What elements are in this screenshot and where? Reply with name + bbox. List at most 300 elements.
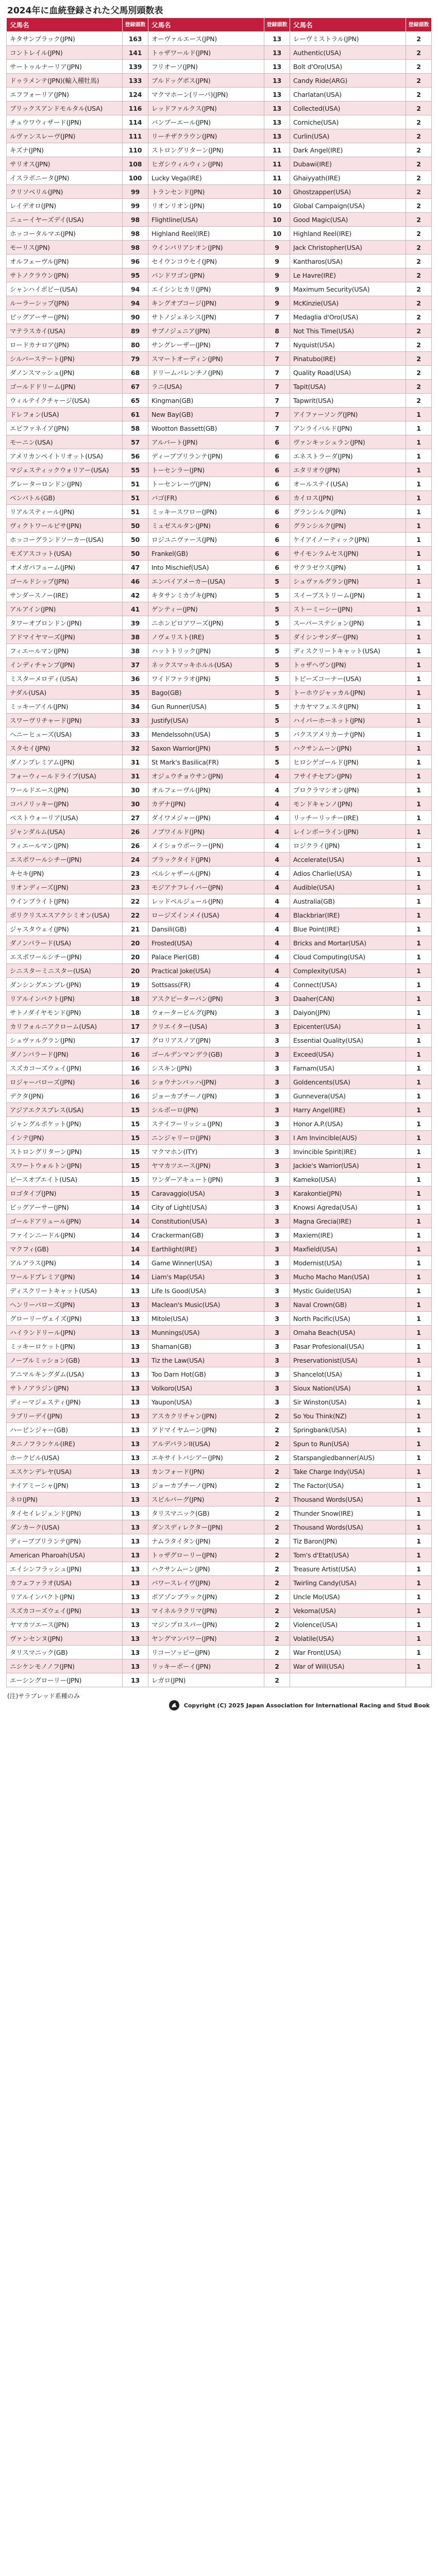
sire-name-cell: ゴールドドリーム(JPN) xyxy=(7,380,123,394)
count-cell: 5 xyxy=(264,630,290,644)
sire-name-cell: オルフェーヴル(JPN) xyxy=(7,255,123,268)
table-row xyxy=(7,352,432,366)
count-cell: 13 xyxy=(123,1562,148,1576)
count-cell: 13 xyxy=(123,1618,148,1632)
sire-name-cell: ドリームバレンチノ(JPN) xyxy=(148,366,264,380)
count-cell: 94 xyxy=(123,296,148,310)
count-cell: 1 xyxy=(406,1618,432,1632)
table-row xyxy=(7,561,432,574)
count-cell: 1 xyxy=(406,1242,432,1256)
sire-name-cell: St Mark's Basilica(FR) xyxy=(148,755,264,769)
sire-name-cell: ディーマジェスティ(JPN) xyxy=(7,1395,123,1409)
sire-name-cell: オメガパフューム(JPN) xyxy=(7,561,123,574)
count-cell: 13 xyxy=(123,1465,148,1479)
count-cell: 2 xyxy=(406,185,432,199)
table-row xyxy=(7,1020,432,1033)
count-cell: 27 xyxy=(123,811,148,825)
sire-name-cell: トゥザヘヴン(JPN) xyxy=(290,658,406,672)
count-cell: 1 xyxy=(406,1604,432,1618)
count-cell: 2 xyxy=(264,1618,290,1632)
sire-name-cell: Epicenter(USA) xyxy=(290,1020,406,1033)
sire-name-cell: Kameko(USA) xyxy=(290,1173,406,1187)
count-cell: 1 xyxy=(406,1270,432,1284)
sire-name-cell: ダイシンサンダー(JPN) xyxy=(290,630,406,644)
sire-name-cell: エネストラーダ(JPN) xyxy=(290,449,406,463)
table-body xyxy=(7,32,432,1687)
count-cell: 6 xyxy=(264,491,290,505)
sire-name-cell: Sottsass(FR) xyxy=(148,978,264,992)
sire-name-cell: ロジャーバローズ(JPN) xyxy=(7,1075,123,1089)
count-cell: 4 xyxy=(264,922,290,936)
count-cell: 5 xyxy=(264,686,290,700)
table-row xyxy=(7,1465,432,1479)
count-cell: 2 xyxy=(264,1437,290,1451)
table-row xyxy=(7,755,432,769)
sire-name-cell: Daiyon(JPN) xyxy=(290,1006,406,1020)
table-row xyxy=(7,1618,432,1632)
count-cell: 67 xyxy=(123,380,148,394)
table-row xyxy=(7,1548,432,1562)
count-cell: 89 xyxy=(123,324,148,338)
table-row xyxy=(7,477,432,491)
sire-name-cell: サリオス(JPN) xyxy=(7,157,123,171)
count-cell: 13 xyxy=(123,1479,148,1493)
sire-name-cell: マクフィ(GB) xyxy=(7,1242,123,1256)
count-cell: 1 xyxy=(406,1646,432,1659)
count-cell: 5 xyxy=(264,588,290,602)
sire-name-cell: ニホンピロアワーズ(JPN) xyxy=(148,616,264,630)
sire-name-cell: Dark Angel(IRE) xyxy=(290,143,406,157)
sire-name-cell: Blackbriar(IRE) xyxy=(290,908,406,922)
count-cell: 114 xyxy=(123,115,148,129)
sire-name-cell: シュヴァルグラン(JPN) xyxy=(290,574,406,588)
table-row xyxy=(7,505,432,519)
count-cell: 6 xyxy=(264,505,290,519)
count-cell: 1 xyxy=(406,1089,432,1103)
table-row xyxy=(7,380,432,394)
count-cell: 2 xyxy=(406,310,432,324)
sire-name-cell: Candy Ride(ARG) xyxy=(290,74,406,88)
count-cell: 14 xyxy=(123,1214,148,1228)
table-row xyxy=(7,338,432,352)
sire-name-cell: Curlin(USA) xyxy=(290,129,406,143)
sire-name-cell: Tapwrit(USA) xyxy=(290,394,406,408)
sire-name-cell: Omaha Beach(USA) xyxy=(290,1326,406,1340)
sire-name-cell: ファインニードル(JPN) xyxy=(7,1228,123,1242)
sire-name-cell: カンフォード(JPN) xyxy=(148,1465,264,1479)
count-cell: 4 xyxy=(264,908,290,922)
table-row xyxy=(7,727,432,741)
table-row xyxy=(7,129,432,143)
count-cell: 13 xyxy=(264,74,290,88)
sire-name-cell: ウインブライト(JPN) xyxy=(7,894,123,908)
count-cell: 31 xyxy=(123,755,148,769)
table-row xyxy=(7,1089,432,1103)
header-sire-name: 父馬名 xyxy=(7,18,123,32)
sire-name-cell: ウォーターピルグ(JPN) xyxy=(148,1006,264,1020)
footnote: (注)サラブレッド系種のみ xyxy=(7,1692,80,1700)
count-cell: 1 xyxy=(406,1367,432,1381)
count-cell: 4 xyxy=(264,936,290,950)
count-cell: 3 xyxy=(264,1200,290,1214)
count-cell: 3 xyxy=(264,1020,290,1033)
sire-name-cell: ミスターメロディ(USA) xyxy=(7,672,123,686)
sire-name-cell: ナカヤマフェスタ(JPN) xyxy=(290,700,406,714)
table-row xyxy=(7,964,432,978)
count-cell: 1 xyxy=(406,1033,432,1047)
count-cell: 5 xyxy=(264,658,290,672)
sire-name-cell: ビッグアーサー(JPN) xyxy=(7,310,123,324)
table-row xyxy=(7,950,432,964)
count-cell: 4 xyxy=(264,950,290,964)
sire-name-cell: Wootton Bassett(GB) xyxy=(148,421,264,435)
sire-name-cell: レインボーライン(JPN) xyxy=(290,825,406,839)
sire-name-cell: グランシルク(JPN) xyxy=(290,519,406,533)
sire-name-cell: Justify(USA) xyxy=(148,714,264,727)
sire-name-cell: オルフェーヴル(JPN) xyxy=(148,783,264,797)
sire-name-cell: Sioux Nation(USA) xyxy=(290,1381,406,1395)
count-cell: 15 xyxy=(123,1103,148,1117)
sire-name-cell: ノブワイルド(JPN) xyxy=(148,825,264,839)
table-row xyxy=(7,1659,432,1673)
table-row xyxy=(7,519,432,533)
count-cell: 4 xyxy=(264,867,290,880)
sire-name-cell: North Pacific(USA) xyxy=(290,1312,406,1326)
count-cell: 4 xyxy=(264,797,290,811)
sire-name-cell: エフフォーリア(JPN) xyxy=(7,88,123,101)
table-row xyxy=(7,853,432,867)
count-cell: 1 xyxy=(406,783,432,797)
table-row xyxy=(7,227,432,241)
sire-name-cell: Knowsi Agreda(USA) xyxy=(290,1200,406,1214)
table-row xyxy=(7,1145,432,1159)
sire-name-cell: Naval Crown(GB) xyxy=(290,1298,406,1312)
count-cell: 110 xyxy=(123,143,148,157)
table-row xyxy=(7,1673,432,1687)
count-cell: 1 xyxy=(406,811,432,825)
table-row xyxy=(7,1632,432,1646)
table-row xyxy=(7,1103,432,1117)
sire-name-cell: エイシンフラッシュ(JPN) xyxy=(7,1562,123,1576)
sire-name-cell: トーセンレーヴ(JPN) xyxy=(148,477,264,491)
sire-name-cell: Mitole(USA) xyxy=(148,1312,264,1326)
count-cell: 2 xyxy=(406,32,432,46)
sire-name-cell: レッドベルジュール(JPN) xyxy=(148,894,264,908)
association-logo-icon xyxy=(169,1700,180,1711)
sire-name-cell: バンドワゴン(JPN) xyxy=(148,268,264,282)
table-row xyxy=(7,894,432,908)
count-cell: 5 xyxy=(264,602,290,616)
count-cell: 3 xyxy=(264,1340,290,1353)
sire-name-cell: Quality Road(USA) xyxy=(290,366,406,380)
table-row xyxy=(7,797,432,811)
count-cell: 3 xyxy=(264,1228,290,1242)
table-row xyxy=(7,1493,432,1506)
count-cell: 13 xyxy=(123,1312,148,1326)
count-cell: 1 xyxy=(406,714,432,727)
sire-name-cell: ストロングリターン(JPN) xyxy=(7,1145,123,1159)
sire-name-cell: ジョーカプチーノ(JPN) xyxy=(148,1479,264,1493)
sire-name-cell: ジャンダルム(USA) xyxy=(7,825,123,839)
sire-name-cell: ラニ(USA) xyxy=(148,380,264,394)
sire-name-cell: サトノジェネシス(JPN) xyxy=(148,310,264,324)
sire-name-cell: モーリス(JPN) xyxy=(7,241,123,255)
sire-name-cell: Maclean's Music(USA) xyxy=(148,1298,264,1312)
count-cell: 14 xyxy=(123,1270,148,1284)
sire-name-cell: Palace Pier(GB) xyxy=(148,950,264,964)
sire-name-cell: Thousand Words(USA) xyxy=(290,1493,406,1506)
sire-name-cell: ヤングマンパワー(JPN) xyxy=(148,1632,264,1646)
sire-name-cell: ハイパーホーネット(JPN) xyxy=(290,714,406,727)
count-cell: 26 xyxy=(123,825,148,839)
sire-name-cell: ホークビル(USA) xyxy=(7,1451,123,1465)
sire-name-cell: エタリオウ(JPN) xyxy=(290,463,406,477)
sire-name-cell: アメリカンペイトリオット(USA) xyxy=(7,449,123,463)
sire-name-cell: ダノンバラード(JPN) xyxy=(7,1047,123,1061)
count-cell: 98 xyxy=(123,213,148,227)
sire-name-cell: バンブーエール(JPN) xyxy=(148,115,264,129)
sire-name-cell: ディープブリランテ(JPN) xyxy=(7,1534,123,1548)
sire-name-cell: スワーヴリチャード(JPN) xyxy=(7,714,123,727)
sire-name-cell: キズナ(JPN) xyxy=(7,143,123,157)
count-cell: 1 xyxy=(406,477,432,491)
count-cell: 30 xyxy=(123,783,148,797)
count-cell: 2 xyxy=(264,1465,290,1479)
sire-name-cell: ロジユニヴァース(JPN) xyxy=(148,533,264,547)
sire-name-cell: ディープブリランテ(JPN) xyxy=(148,449,264,463)
count-cell: 124 xyxy=(123,88,148,101)
count-cell: 1 xyxy=(406,922,432,936)
table-row xyxy=(7,1646,432,1659)
sire-name-cell: Goldencents(USA) xyxy=(290,1075,406,1089)
table-row xyxy=(7,255,432,268)
count-cell: 2 xyxy=(406,394,432,408)
count-cell: 3 xyxy=(264,1006,290,1020)
count-cell: 3 xyxy=(264,1159,290,1173)
table-row xyxy=(7,1033,432,1047)
sire-name-cell: ナムラタイタン(JPN) xyxy=(148,1534,264,1548)
sire-name-cell: ゴールドシップ(JPN) xyxy=(7,574,123,588)
count-cell: 5 xyxy=(264,714,290,727)
sire-name-cell: レッドファルクス(JPN) xyxy=(148,101,264,115)
sire-name-cell: Volkoro(USA) xyxy=(148,1381,264,1395)
count-cell: 79 xyxy=(123,352,148,366)
sire-name-cell: Mucho Macho Man(USA) xyxy=(290,1270,406,1284)
sire-name-cell: グロリアスノア(JPN) xyxy=(148,1033,264,1047)
table-row xyxy=(7,686,432,700)
sire-name-cell: ネロ(JPN) xyxy=(7,1493,123,1506)
sire-name-cell: ミュゼスルタン(JPN) xyxy=(148,519,264,533)
sire-name-cell: コントレイル(JPN) xyxy=(7,46,123,60)
table-row xyxy=(7,908,432,922)
count-cell: 2 xyxy=(406,296,432,310)
count-cell: 1 xyxy=(406,1047,432,1061)
sire-name-cell: Bricks and Mortar(USA) xyxy=(290,936,406,950)
sire-name-cell: ヘンリーバローズ(JPN) xyxy=(7,1298,123,1312)
count-cell: 1 xyxy=(406,992,432,1006)
sire-name-cell: ニューイヤーズデイ(USA) xyxy=(7,213,123,227)
sire-name-cell: Too Darn Hot(GB) xyxy=(148,1367,264,1381)
table-row xyxy=(7,88,432,101)
sire-name-cell: Cloud Computing(USA) xyxy=(290,950,406,964)
sire-name-cell: キセキ(JPN) xyxy=(7,867,123,880)
count-cell: 2 xyxy=(406,352,432,366)
table-row xyxy=(7,408,432,421)
count-cell: 1 xyxy=(406,741,432,755)
sire-name-cell: ヒロシゲゴールド(JPN) xyxy=(290,755,406,769)
sire-name-cell: スイープストリーム(JPN) xyxy=(290,588,406,602)
sire-name-cell: レガロ(JPN) xyxy=(148,1673,264,1687)
table-row xyxy=(7,449,432,463)
count-cell: 13 xyxy=(123,1576,148,1590)
table-row xyxy=(7,394,432,408)
count-cell: 1 xyxy=(406,1131,432,1145)
sire-name-cell: アニマルキングダム(USA) xyxy=(7,1367,123,1381)
count-cell: 1 xyxy=(406,561,432,574)
table-row xyxy=(7,644,432,658)
table-row xyxy=(7,880,432,894)
sire-name-cell: ネックスマッキホルル(USA) xyxy=(148,658,264,672)
count-cell: 58 xyxy=(123,421,148,435)
count-cell: 41 xyxy=(123,602,148,616)
count-cell: 4 xyxy=(264,978,290,992)
count-cell: 4 xyxy=(264,853,290,867)
sire-name-cell: リオンディーズ(JPN) xyxy=(7,880,123,894)
count-cell: 2 xyxy=(406,324,432,338)
count-cell: 1 xyxy=(406,658,432,672)
sire-name-cell: Gun Runner(USA) xyxy=(148,700,264,714)
sire-name-cell: サンダースノー(IRE) xyxy=(7,588,123,602)
table-row xyxy=(7,547,432,561)
count-cell: 15 xyxy=(123,1159,148,1173)
count-cell: 1 xyxy=(406,1340,432,1353)
table-row xyxy=(7,1159,432,1173)
count-cell: 26 xyxy=(123,839,148,853)
count-cell: 13 xyxy=(123,1395,148,1409)
sire-name-cell: Into Mischief(USA) xyxy=(148,561,264,574)
count-cell: 38 xyxy=(123,644,148,658)
sire-name-cell: ブリックスアンドモルタル(USA) xyxy=(7,101,123,115)
count-cell: 6 xyxy=(264,547,290,561)
count-cell: 23 xyxy=(123,880,148,894)
sire-name-cell: コパノリッキー(JPN) xyxy=(7,797,123,811)
count-cell: 3 xyxy=(264,1103,290,1117)
count-cell: 1 xyxy=(406,408,432,421)
sire-name-cell: Sir Winston(USA) xyxy=(290,1395,406,1409)
table-header-row xyxy=(7,18,432,32)
sire-name-cell: McKinzie(USA) xyxy=(290,296,406,310)
count-cell: 7 xyxy=(264,421,290,435)
sire-name-cell: ノヴェリスト(IRE) xyxy=(148,630,264,644)
table-row xyxy=(7,115,432,129)
sire-name-cell: ヴァンキッシュラン(JPN) xyxy=(290,435,406,449)
count-cell: 3 xyxy=(264,1270,290,1284)
sire-name-cell: カリフォルニアクローム(USA) xyxy=(7,1020,123,1033)
sire-name-cell: Earthlight(IRE) xyxy=(148,1242,264,1256)
count-cell: 1 xyxy=(406,1451,432,1465)
sire-name-cell: The Factor(USA) xyxy=(290,1479,406,1493)
table-row xyxy=(7,936,432,950)
sire-name-cell: オーヴァルエース(JPN) xyxy=(148,32,264,46)
count-cell: 2 xyxy=(264,1576,290,1590)
count-cell: 2 xyxy=(264,1562,290,1576)
count-cell: 13 xyxy=(123,1353,148,1367)
sire-name-cell: War Front(USA) xyxy=(290,1646,406,1659)
count-cell: 10 xyxy=(264,213,290,227)
sire-name-cell: サートゥルナーリア(JPN) xyxy=(7,60,123,74)
count-cell: 6 xyxy=(264,435,290,449)
count-cell: 51 xyxy=(123,505,148,519)
count-cell: 2 xyxy=(406,157,432,171)
sire-name-cell: ダンスディレクター(JPN) xyxy=(148,1520,264,1534)
count-cell: 100 xyxy=(123,171,148,185)
count-cell: 24 xyxy=(123,853,148,867)
count-cell: 4 xyxy=(264,783,290,797)
count-cell: 1 xyxy=(406,1228,432,1242)
count-cell: 13 xyxy=(123,1326,148,1340)
sire-name-cell: サトノアラジン(JPN) xyxy=(7,1381,123,1395)
sire-name-cell: インテ(JPN) xyxy=(7,1131,123,1145)
count-cell: 2 xyxy=(264,1659,290,1673)
sire-name-cell: キングオブコージ(JPN) xyxy=(148,296,264,310)
sire-name-cell: Blue Point(IRE) xyxy=(290,922,406,936)
sire-name-cell: Thunder Snow(IRE) xyxy=(290,1506,406,1520)
sire-name-cell: キタサンミカヅキ(JPN) xyxy=(148,588,264,602)
count-cell: 1 xyxy=(406,1159,432,1173)
count-cell: 1 xyxy=(406,1173,432,1187)
count-cell: 46 xyxy=(123,574,148,588)
count-cell: 7 xyxy=(264,380,290,394)
count-cell: 13 xyxy=(123,1437,148,1451)
count-cell: 2 xyxy=(264,1451,290,1465)
sire-name-cell: Farnam(USA) xyxy=(290,1061,406,1075)
count-cell: 1 xyxy=(406,672,432,686)
sire-name-cell: カデナ(JPN) xyxy=(148,797,264,811)
sire-name-cell: ジョーカプチーノ(JPN) xyxy=(148,1089,264,1103)
count-cell: 13 xyxy=(123,1381,148,1395)
table-row xyxy=(7,435,432,449)
count-cell: 68 xyxy=(123,366,148,380)
header-count: 登録頭数 xyxy=(123,18,148,32)
count-cell: 1 xyxy=(406,435,432,449)
sire-name-cell: カイロス(JPN) xyxy=(290,491,406,505)
sire-name-cell: ヘニーヒューズ(USA) xyxy=(7,727,123,741)
sire-name-cell: ニンジャリーロ(JPN) xyxy=(148,1131,264,1145)
count-cell: 50 xyxy=(123,519,148,533)
sire-name-cell: ダノンバラード(USA) xyxy=(7,936,123,950)
sire-name-cell: シュヴァルグラン(JPN) xyxy=(7,1033,123,1047)
count-cell: 7 xyxy=(264,352,290,366)
count-cell: 13 xyxy=(123,1548,148,1562)
sire-name-cell: マテラスカイ(USA) xyxy=(7,324,123,338)
table-row xyxy=(7,630,432,644)
sire-name-cell: オジュウチョウサン(JPN) xyxy=(148,769,264,783)
count-cell: 23 xyxy=(123,867,148,880)
count-cell: 22 xyxy=(123,908,148,922)
count-cell: 1 xyxy=(406,1256,432,1270)
sire-name-cell: Thousand Words(USA) xyxy=(290,1520,406,1534)
page-title: 2024年に血統登録された父馬別頭数表 xyxy=(7,6,163,16)
count-cell: 2 xyxy=(264,1409,290,1423)
count-cell: 1 xyxy=(406,797,432,811)
sire-name-cell: ロージズインメイ(USA) xyxy=(148,908,264,922)
count-cell: 1 xyxy=(406,1061,432,1075)
sire-name-cell: タリスマニック(GB) xyxy=(7,1646,123,1659)
count-cell: 1 xyxy=(406,1576,432,1590)
table-row xyxy=(7,1604,432,1618)
sire-name-cell: トビーズコーナー(USA) xyxy=(290,672,406,686)
sire-name-cell: タイセイレジェンド(JPN) xyxy=(7,1506,123,1520)
